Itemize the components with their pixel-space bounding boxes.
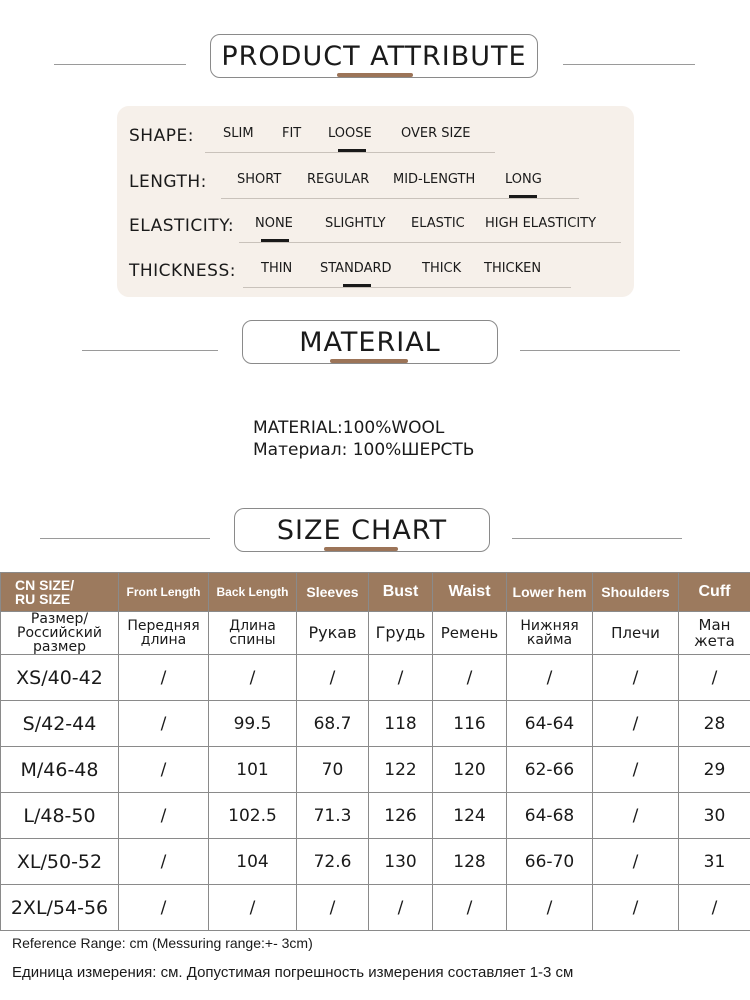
ru-header-waist: Ремень xyxy=(433,612,507,655)
table-cell: 101 xyxy=(209,747,297,793)
header-line: Передняя xyxy=(127,618,200,634)
table-cell: 128 xyxy=(433,839,507,885)
table-cell: 62-66 xyxy=(507,747,593,793)
col-header-cuff: Cuff xyxy=(679,573,750,612)
option-baseline xyxy=(205,152,495,153)
attribute-row-thickness xyxy=(117,253,634,293)
table-cell: 130 xyxy=(369,839,433,885)
option-baseline xyxy=(221,198,579,199)
attribute-row-elasticity xyxy=(117,208,634,248)
attribute-panel xyxy=(117,106,634,297)
selected-marker xyxy=(343,284,371,287)
option-standard: STANDARD xyxy=(320,261,392,276)
table-cell: 71.3 xyxy=(297,793,369,839)
header-line: RU SIZE xyxy=(15,591,71,607)
table-cell: 126 xyxy=(369,793,433,839)
table-cell: / xyxy=(433,885,507,931)
col-header-front-length: Front Length xyxy=(119,573,209,612)
col-header-sleeves: Sleeves xyxy=(297,573,369,612)
attribute-label: SHAPE: xyxy=(129,126,194,146)
table-row xyxy=(1,655,750,701)
attribute-label: THICKNESS: xyxy=(129,261,236,281)
table-cell: / xyxy=(297,885,369,931)
col-header-back-length: Back Length xyxy=(209,573,297,612)
table-cell: / xyxy=(369,655,433,701)
table-cell: / xyxy=(593,747,679,793)
header-line: Ман xyxy=(698,616,731,634)
col-header-size xyxy=(1,573,119,612)
ru-header-front-length xyxy=(119,612,209,655)
table-cell: / xyxy=(119,793,209,839)
table-cell: 120 xyxy=(433,747,507,793)
reference-range-ru: Единица измерения: см. Допустимая погрешность измерения составляет 1-3 см xyxy=(12,964,574,981)
table-cell: 116 xyxy=(433,701,507,747)
header-row-ru xyxy=(1,612,750,655)
header-row-en xyxy=(1,573,750,612)
ru-header-size xyxy=(1,612,119,655)
table-cell: 66-70 xyxy=(507,839,593,885)
table-cell: / xyxy=(593,793,679,839)
table-cell: / xyxy=(593,655,679,701)
selected-marker xyxy=(338,149,366,152)
table-cell: / xyxy=(593,701,679,747)
header-line: кайма xyxy=(526,632,573,648)
table-cell: / xyxy=(119,747,209,793)
table-cell: / xyxy=(297,655,369,701)
option-baseline xyxy=(239,242,621,243)
table-cell: 122 xyxy=(369,747,433,793)
col-header-lower-hem: Lower hem xyxy=(507,573,593,612)
table-cell: 99.5 xyxy=(209,701,297,747)
divider-line xyxy=(563,64,695,65)
ru-header-bust: Грудь xyxy=(369,612,433,655)
header-line: спины xyxy=(229,632,276,648)
option-over-size: OVER SIZE xyxy=(401,126,471,141)
option-high-elasticity: HIGH ELASTICITY xyxy=(485,216,597,231)
col-header-shoulders: Shoulders xyxy=(593,573,679,612)
table-cell: 102.5 xyxy=(209,793,297,839)
option-loose: LOOSE xyxy=(328,126,372,141)
header-line: Размер/ xyxy=(30,611,89,627)
divider-line xyxy=(40,538,210,539)
table-cell: / xyxy=(679,655,750,701)
material-ru: Материал: 100%ШЕРСТЬ xyxy=(253,440,475,460)
ru-header-shoulders: Плечи xyxy=(593,612,679,655)
size-chart-table xyxy=(0,572,750,931)
table-cell: 104 xyxy=(209,839,297,885)
option-none: NONE xyxy=(255,216,293,231)
table-cell: 70 xyxy=(297,747,369,793)
table-cell: 64-68 xyxy=(507,793,593,839)
table-cell: 31 xyxy=(679,839,750,885)
table-cell: / xyxy=(679,885,750,931)
table-cell: / xyxy=(209,885,297,931)
size-cell: XL/50-52 xyxy=(1,839,119,885)
header-line: Длина xyxy=(229,618,276,634)
selected-marker xyxy=(509,195,537,198)
section-title: PRODUCT ATTRIBUTE xyxy=(210,34,538,78)
header-line: Российский xyxy=(17,625,102,641)
material-en: MATERIAL:100%WOOL xyxy=(253,418,445,438)
table-row xyxy=(1,747,750,793)
option-thick: THICK xyxy=(422,261,462,276)
table-cell: / xyxy=(209,655,297,701)
divider-line xyxy=(82,350,218,351)
table-cell: / xyxy=(119,655,209,701)
attribute-label: ELASTICITY: xyxy=(129,216,235,236)
table-cell: / xyxy=(119,701,209,747)
option-slim: SLIM xyxy=(223,126,254,141)
ru-header-cuff xyxy=(679,612,750,655)
attribute-label: LENGTH: xyxy=(129,172,207,192)
table-cell: 28 xyxy=(679,701,750,747)
table-cell: 64-64 xyxy=(507,701,593,747)
size-cell: L/48-50 xyxy=(1,793,119,839)
option-slightly: SLIGHTLY xyxy=(325,216,386,231)
option-baseline xyxy=(243,287,571,288)
table-cell: / xyxy=(119,839,209,885)
attribute-row-length xyxy=(117,164,634,204)
option-long: LONG xyxy=(505,172,542,187)
table-cell: 68.7 xyxy=(297,701,369,747)
table-row xyxy=(1,701,750,747)
option-mid-length: MID-LENGTH xyxy=(393,172,476,187)
table-cell: 30 xyxy=(679,793,750,839)
ru-header-sleeves: Рукав xyxy=(297,612,369,655)
header-line: CN SIZE/ xyxy=(15,577,75,593)
divider-line xyxy=(520,350,680,351)
header-line: жета xyxy=(694,632,735,650)
table-row xyxy=(1,839,750,885)
section-title: SIZE CHART xyxy=(234,508,490,552)
reference-range-en: Reference Range: cm (Messuring range:+- 3cm) xyxy=(12,935,313,951)
title-accent xyxy=(330,359,408,363)
option-thicken: THICKEN xyxy=(484,261,542,276)
product-attribute-header xyxy=(0,34,750,94)
table-cell: / xyxy=(507,885,593,931)
table-cell: / xyxy=(593,885,679,931)
size-chart-header xyxy=(0,508,750,568)
section-title: MATERIAL xyxy=(242,320,498,364)
col-header-bust: Bust xyxy=(369,573,433,612)
divider-line xyxy=(54,64,186,65)
option-fit: FIT xyxy=(282,126,302,141)
header-line: длина xyxy=(140,632,187,648)
table-cell: 124 xyxy=(433,793,507,839)
table-cell: / xyxy=(593,839,679,885)
selected-marker xyxy=(261,239,289,242)
ru-header-lower-hem xyxy=(507,612,593,655)
table-row xyxy=(1,885,750,931)
ru-header-back-length xyxy=(209,612,297,655)
table-cell: 72.6 xyxy=(297,839,369,885)
option-elastic: ELASTIC xyxy=(411,216,465,231)
header-line: размер xyxy=(33,639,86,655)
size-cell: 2XL/54-56 xyxy=(1,885,119,931)
table-cell: / xyxy=(369,885,433,931)
size-cell: M/46-48 xyxy=(1,747,119,793)
option-regular: REGULAR xyxy=(307,172,370,187)
table-cell: 118 xyxy=(369,701,433,747)
table-cell: 29 xyxy=(679,747,750,793)
attribute-row-shape xyxy=(117,118,634,158)
header-line: Нижняя xyxy=(520,618,579,634)
col-header-waist: Waist xyxy=(433,573,507,612)
table-cell: / xyxy=(433,655,507,701)
option-short: SHORT xyxy=(237,172,282,187)
table-row xyxy=(1,793,750,839)
table-cell: / xyxy=(507,655,593,701)
title-accent xyxy=(324,547,398,551)
size-cell: S/42-44 xyxy=(1,701,119,747)
size-cell: XS/40-42 xyxy=(1,655,119,701)
material-header xyxy=(0,320,750,380)
option-thin: THIN xyxy=(261,261,293,276)
table-cell: / xyxy=(119,885,209,931)
size-rows xyxy=(1,655,750,931)
divider-line xyxy=(512,538,682,539)
title-accent xyxy=(337,73,413,77)
